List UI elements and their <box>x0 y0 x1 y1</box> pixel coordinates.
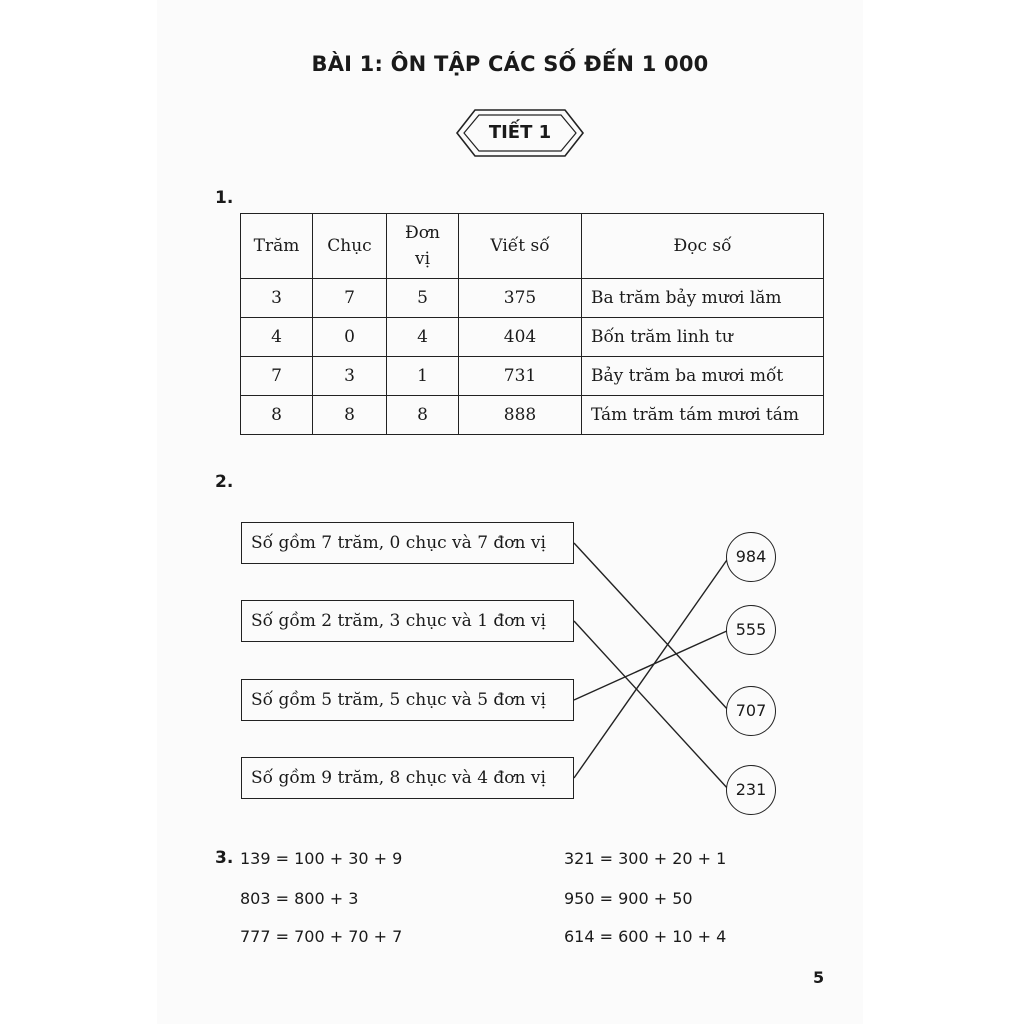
cell-tens: 8 <box>313 396 387 435</box>
equation: 777 = 700 + 70 + 7 <box>240 927 403 946</box>
match-line <box>574 630 729 700</box>
number-circle: 707 <box>726 686 776 736</box>
match-box: Số gồm 5 trăm, 5 chục và 5 đơn vị <box>241 679 574 721</box>
cell-units: 4 <box>387 318 459 357</box>
header-tens: Chục <box>313 214 387 279</box>
cell-hundreds: 7 <box>241 357 313 396</box>
workbook-page <box>157 0 863 1024</box>
cell-tens: 0 <box>313 318 387 357</box>
cell-hundreds: 3 <box>241 279 313 318</box>
number-circle: 555 <box>726 605 776 655</box>
cell-number: 375 <box>459 279 582 318</box>
number-circle: 984 <box>726 532 776 582</box>
match-box: Số gồm 2 trăm, 3 chục và 1 đơn vị <box>241 600 574 642</box>
lesson-title: BÀI 1: ÔN TẬP CÁC SỐ ĐẾN 1 000 <box>311 52 709 76</box>
exercise-1-number: 1. <box>215 188 234 208</box>
cell-tens: 7 <box>313 279 387 318</box>
cell-number: 888 <box>459 396 582 435</box>
exercise-2-number: 2. <box>215 472 234 492</box>
number-circle: 231 <box>726 765 776 815</box>
match-box: Số gồm 9 trăm, 8 chục và 4 đơn vị <box>241 757 574 799</box>
match-line <box>574 543 729 711</box>
cell-hundreds: 4 <box>241 318 313 357</box>
cell-units: 5 <box>387 279 459 318</box>
matching-lines <box>157 0 863 1024</box>
equation: 614 = 600 + 10 + 4 <box>564 927 727 946</box>
equation: 321 = 300 + 20 + 1 <box>564 849 727 868</box>
equation: 139 = 100 + 30 + 9 <box>240 849 403 868</box>
cell-hundreds: 8 <box>241 396 313 435</box>
match-line <box>574 557 729 778</box>
cell-reading: Bảy trăm ba mươi mốt <box>582 357 824 396</box>
cell-number: 404 <box>459 318 582 357</box>
header-read-number: Đọc số <box>582 214 824 279</box>
match-line <box>574 621 729 790</box>
cell-reading: Ba trăm bảy mươi lăm <box>582 279 824 318</box>
lesson-label: TIẾT 1 <box>488 122 552 143</box>
cell-number: 731 <box>459 357 582 396</box>
header-units: Đơn vị <box>387 214 459 279</box>
match-box: Số gồm 7 trăm, 0 chục và 7 đơn vị <box>241 522 574 564</box>
equation: 950 = 900 + 50 <box>564 889 693 908</box>
cell-units: 1 <box>387 357 459 396</box>
header-hundreds: Trăm <box>241 214 313 279</box>
cell-units: 8 <box>387 396 459 435</box>
cell-reading: Tám trăm tám mươi tám <box>582 396 824 435</box>
equation: 803 = 800 + 3 <box>240 889 359 908</box>
page-number: 5 <box>813 968 825 987</box>
cell-tens: 3 <box>313 357 387 396</box>
cell-reading: Bốn trăm linh tư <box>582 318 824 357</box>
header-write-number: Viết số <box>459 214 582 279</box>
exercise-3-number: 3. <box>215 848 234 868</box>
